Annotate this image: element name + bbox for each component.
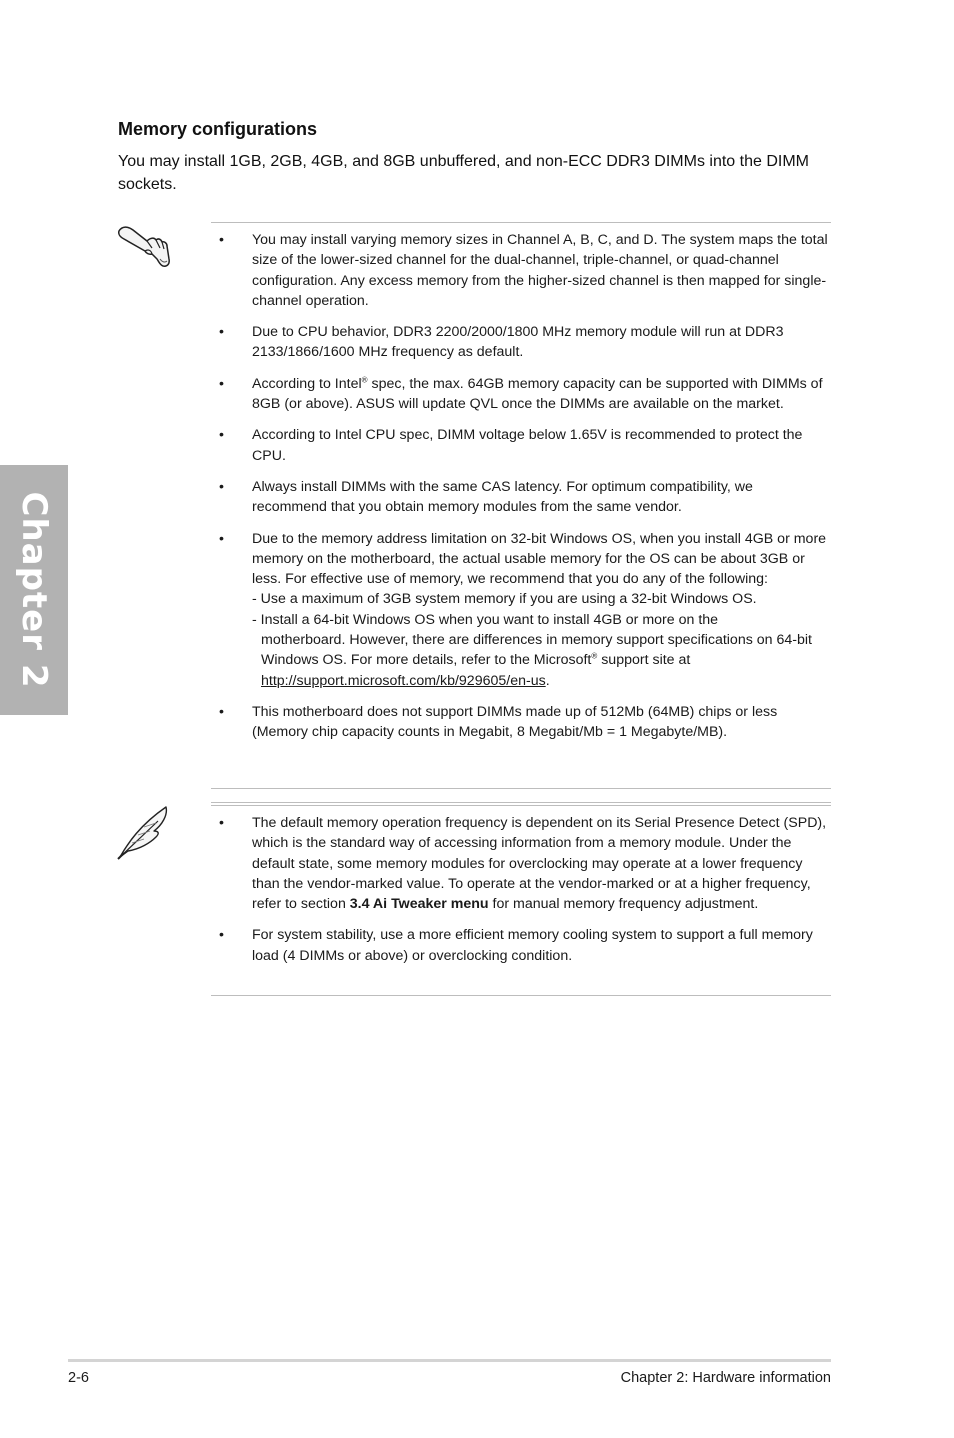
list-item	[211, 374, 831, 415]
warning-box-top-rule	[211, 222, 831, 223]
bullet: •	[219, 324, 224, 341]
note-box-top-rule	[211, 802, 831, 803]
warning-box-bottom-rule	[211, 788, 831, 789]
bullet: •	[219, 232, 224, 248]
footer-chapter-title: Chapter 2: Hardware information	[620, 1370, 831, 1386]
note-text: For system stability, use a more efficient memory cooling system to support a full memory load (4 DIMMs or above) or overclocking condition.	[252, 927, 813, 964]
sub-item: - Install a 64-bit Windows OS when you want to install 4GB or more on the	[252, 611, 719, 628]
list-item	[211, 230, 831, 311]
note-text: Due to the memory address limitation on 32-bit Windows OS, when you install 4GB or more memory on the motherboard, the actual usable memory for the OS can be about 3GB or less. For effective use of memory, we recommend that you do any of the following:	[252, 530, 827, 588]
sub-item-cont	[252, 630, 831, 691]
section-title: Memory configurations	[118, 119, 318, 139]
note-text-cont: for manual memory frequency adjustment.	[488, 896, 759, 913]
sub-item-text: motherboard. However, there are differences in memory support specifications on 64-bit Windows OS. For more details, refer to the Microsoft	[261, 632, 812, 669]
note-text: Always install DIMMs with the same CAS latency. For optimum compatibility, we recommend that you obtain memory modules from the same vendor.	[252, 478, 753, 516]
note-text: According to Intel	[252, 375, 362, 392]
footer-rule	[68, 1359, 831, 1362]
registered-mark: ®	[361, 375, 368, 385]
list-item	[211, 529, 831, 691]
section-intro: You may install 1GB, 2GB, 4GB, and 8GB unbuffered, and non-ECC DDR3 DIMMs into the DIMM sockets.	[118, 153, 809, 193]
bullet: •	[219, 427, 224, 444]
list-item	[211, 702, 831, 743]
list-item	[211, 813, 831, 914]
chapter-tab	[0, 465, 68, 715]
registered-mark: ®	[591, 651, 598, 661]
bullet: •	[219, 927, 224, 944]
note-text: According to Intel CPU spec, DIMM voltage below 1.65V is recommended to protect the CPU.	[252, 427, 803, 464]
page-number: 2-6	[68, 1370, 89, 1386]
bullet: •	[219, 478, 224, 495]
section-reference: 3.4 Ai Tweaker menu	[349, 896, 489, 913]
note-text-cont: spec, the max. 64GB memory capacity can be supported with DIMMs of 8GB (or above). ASUS will update QVL once the DIMMs are available on the market.	[252, 375, 823, 413]
note-text: This motherboard does not support DIMMs made up of 512Mb (64MB) chips or less (Memory chip capacity counts in Megabit, 8 Megabit/Mb = 1 Megabyte/MB).	[252, 703, 778, 741]
feather-pen-icon	[114, 803, 172, 861]
note-text: The default memory operation frequency is dependent on its Serial Presence Detect (SPD), which is the standard way of accessing information from a memory module. Under the default state, some memory modules for overclocking may operate at a lower frequency than the vendor-marked value. To operate at the vendor-marked or at a higher frequency, refer to section	[252, 815, 827, 913]
warning-notes-list	[211, 230, 831, 754]
sub-item: - Use a maximum of 3GB system memory if you are using a 32-bit Windows OS.	[252, 591, 757, 608]
list-item	[211, 425, 831, 466]
chapter-tab-label: Chapter 2	[14, 491, 54, 689]
info-notes-list	[211, 813, 831, 977]
bullet: •	[219, 530, 224, 547]
list-item	[211, 477, 831, 518]
bullet: •	[219, 815, 224, 831]
pointing-hand-icon	[116, 222, 172, 270]
microsoft-support-link[interactable]: http://support.microsoft.com/kb/929605/en-us	[261, 672, 546, 689]
sub-item-text: support site at	[597, 652, 691, 669]
note-box-bottom-rule	[211, 995, 831, 996]
bullet: •	[219, 703, 224, 720]
sub-item-end: .	[545, 672, 550, 689]
note-text: You may install varying memory sizes in Channel A, B, C, and D. The system maps the total size of the lower-sized channel for the dual-channel, triple-channel, or quad-channel configuration. Any excess memory from the higher-sized channel is then mapped for single-channel operation.	[252, 232, 828, 309]
note-text: Due to CPU behavior, DDR3 2200/2000/1800 MHz memory module will run at DDR3 2133/1866/1600 MHz frequency as default.	[252, 324, 784, 361]
list-item	[211, 322, 831, 363]
bullet: •	[219, 375, 224, 392]
list-item	[211, 925, 831, 966]
